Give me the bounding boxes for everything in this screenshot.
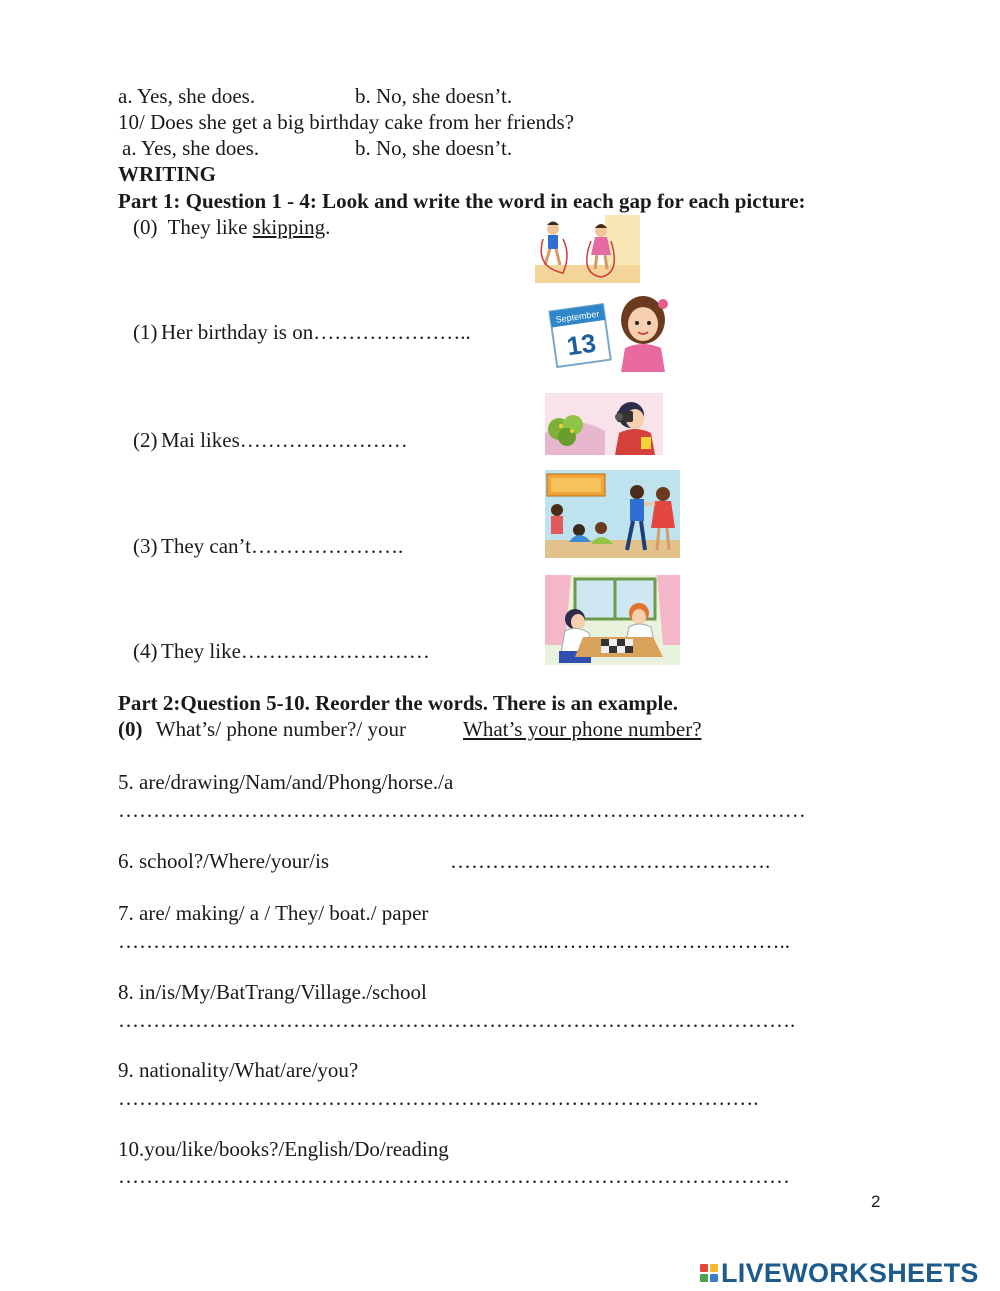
q10-answer-b: b. No, she doesn’t. <box>355 136 513 160</box>
q10-answer-a: a. Yes, she does. <box>122 136 260 160</box>
q5-prompt: 5. are/drawing/Nam/and/Phong/horse./a <box>118 770 454 794</box>
brand-name: LIVEWORKSHEETS <box>721 1257 979 1288</box>
part1-example-answer: skipping <box>252 215 326 239</box>
part1-item-3-text: They can’t…………………. <box>161 534 404 558</box>
q6-answer-line[interactable]: ………………………………………. <box>450 849 771 873</box>
calendar-month: September <box>554 308 600 325</box>
part1-item-4 <box>133 641 430 662</box>
part1-item-2-text: Mai likes…………………… <box>161 428 408 452</box>
part1-item-3-num: (3) <box>133 534 158 558</box>
q8-answer-line[interactable]: ……………………………………………………………………………………. <box>118 1008 796 1032</box>
q9-answer-a: a. Yes, she does. <box>118 84 256 108</box>
part2-title: Part 2:Question 5-10. Reorder the words. There is an example. <box>118 691 678 715</box>
q10-prompt: 10.you/like/books?/English/Do/reading <box>118 1137 449 1161</box>
writing-heading: WRITING <box>118 162 217 186</box>
q7-answer-line[interactable]: ……………………………………………………..…………………………….. <box>118 929 790 953</box>
children-skipping-picture <box>535 215 640 283</box>
calendar-day: 13 <box>564 327 598 362</box>
part2-example-prompt: What’s/ phone number?/ your <box>155 717 406 741</box>
q9-answer-line[interactable]: ……………………………………………….………………………………. <box>118 1086 759 1110</box>
part2-example <box>118 719 406 740</box>
part1-example <box>133 217 330 238</box>
part1-title: Part 1: Question 1 - 4: Look and write the word in each gap for each picture: <box>118 189 806 213</box>
q5-answer-line[interactable]: ……………………………………………………...……………………………… <box>118 798 806 822</box>
part1-item-1 <box>133 322 471 343</box>
q9-answer-b: b. No, she doesn’t. <box>355 84 513 108</box>
q6-prompt: 6. school?/Where/your/is <box>118 849 330 873</box>
children-playing-chess-picture <box>545 575 680 665</box>
part2-example-answer: What’s your phone number? <box>463 717 702 741</box>
part1-item-1-text: Her birthday is on………………….. <box>161 320 471 344</box>
q9-prompt: 9. nationality/What/are/you? <box>118 1058 359 1082</box>
q10-question: 10/ Does she get a big birthday cake from her friends? <box>118 110 575 134</box>
children-dancing-picture <box>545 470 680 558</box>
q8-prompt: 8. in/is/My/BatTrang/Village./school <box>118 980 427 1004</box>
part2-example-num: (0) <box>118 717 143 741</box>
part1-item-1-num: (1) <box>133 320 158 344</box>
page-number: 2 <box>871 1192 881 1211</box>
birthday-calendar-girl-picture <box>545 290 670 372</box>
q10-answer-line[interactable]: …………………………………………………………………………………… <box>118 1164 790 1188</box>
part1-item-2 <box>133 430 408 451</box>
part1-example-prefix: (0) They like <box>133 215 253 239</box>
q7-prompt: 7. are/ making/ a / They/ boat./ paper <box>118 901 429 925</box>
logo-squares-icon <box>700 1264 718 1282</box>
part1-item-4-num: (4) <box>133 639 158 663</box>
liveworksheets-logo[interactable] <box>700 1258 979 1288</box>
girl-taking-photo-picture <box>545 393 663 455</box>
part1-item-2-num: (2) <box>133 428 158 452</box>
part1-item-3 <box>133 536 403 557</box>
part1-item-4-text: They like……………………… <box>161 639 430 663</box>
part1-example-suffix: . <box>325 215 331 239</box>
